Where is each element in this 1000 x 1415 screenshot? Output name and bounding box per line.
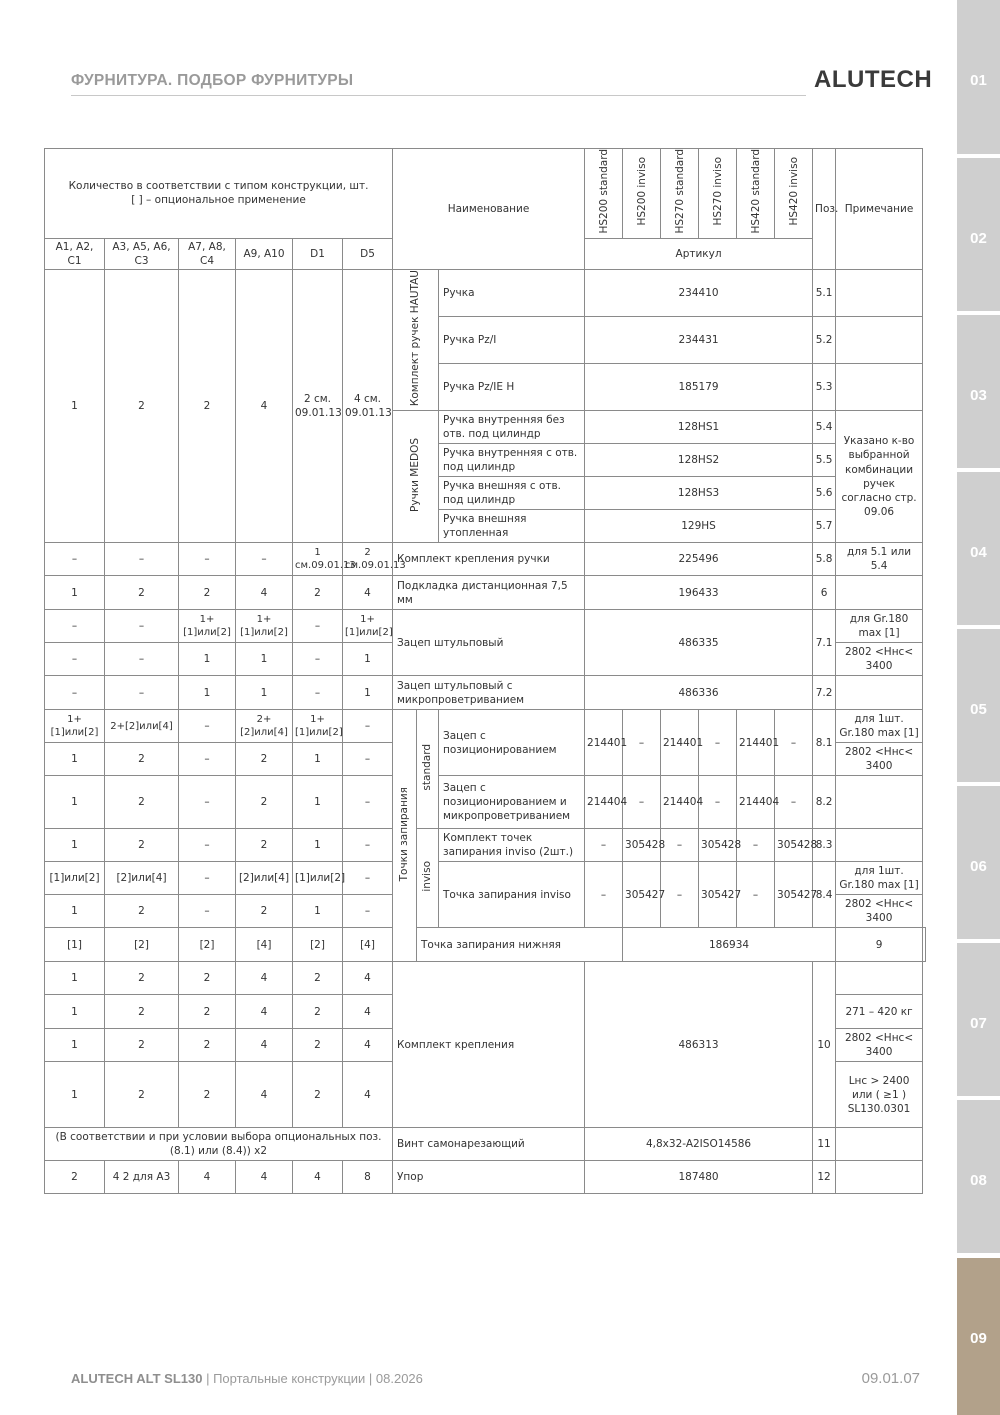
section-sidebar <box>957 0 1000 1415</box>
type-header-4: A9, A10 <box>236 238 293 269</box>
type-header-6: D5 <box>343 238 393 269</box>
group-locking-points: Точки запирания <box>393 710 417 962</box>
page-number: 09.01.07 <box>861 1370 920 1387</box>
group-standard: standard <box>417 710 439 829</box>
system-header-1: HS200 standard <box>585 149 623 239</box>
qty-header-cell <box>45 149 393 239</box>
header-divider <box>71 95 806 96</box>
article-header: Артикул <box>585 238 813 269</box>
type-header-5: D1 <box>293 238 343 269</box>
system-header-2: HS200 inviso <box>623 149 661 239</box>
section-tab-06[interactable]: 06 <box>957 786 1000 939</box>
table-row: Ручка Pz/I 234431 5.2 <box>45 317 926 364</box>
section-tab-01[interactable]: 01 <box>957 0 1000 154</box>
footer-product <box>71 1371 423 1386</box>
qty-header: Количество в соответствии с типом конструкции, шт. <box>68 180 369 193</box>
type-header-2: A3, A5, A6, C3 <box>105 238 179 269</box>
group-hautau: Комплект ручек HAUTAU <box>393 270 439 411</box>
table-row: 1+[1]или[2] 2+[2]или[4] – 2+[2]или[4] 1+[1]или[2] – Точки запирания standard Зацеп с позиционированием 214401 – 214401 – 214401 – 8.1 для 1шт. Gr.180 max [1] <box>45 710 926 743</box>
table-row: 1 2 2 4 2 4 Lнс > 2400 или ( ≥1 ) SL130.0301 <box>45 1062 926 1128</box>
section-tab-09-active[interactable]: 09 <box>957 1258 1000 1415</box>
section-tab-07[interactable]: 07 <box>957 943 1000 1096</box>
table-row: – – 1 1 – 1 Зацеп штульповый с микропроветриванием 486336 7.2 <box>45 676 926 710</box>
table-row: 1 2 2 4 2 см. 09.01.13 4 см. 09.01.13 Комплект ручек HAUTAU Ручка 234410 5.1 <box>45 270 926 317</box>
table-row: [1]или[2] [2]или[4] – [2]или[4] [1]или[2] – Точка запирания inviso – 305427 – 305427 – 305427 8.4 для 1шт. Gr.180 max [1] <box>45 862 926 895</box>
table-row: 1 2 – 2 1 – 2802 <Hнс< 3400 <box>45 743 926 776</box>
table-row: Ручки MEDOS Ручка внутренняя без отв. под цилиндр 128HS1 5.4 Указано к-во выбранной комбинации ручек согласно стр. 09.06 <box>45 411 926 444</box>
group-medos: Ручки MEDOS <box>393 411 439 543</box>
table-row: 1 2 – 2 1 – 2802 <Hнс< 3400 <box>45 895 926 928</box>
qty-subheader: [ ] – опциональное применение <box>131 194 306 207</box>
page-title: ФУРНИТУРА. ПОДБОР ФУРНИТУРЫ <box>71 72 354 89</box>
table-row: 1 2 2 4 2 4 2802 <Hнс< 3400 <box>45 1029 926 1062</box>
table-row: 1 2 – 2 1 – Зацеп с позиционированием и микропроветриванием 214404 – 214404 – 214404 – 8.2 <box>45 776 926 829</box>
table-row: [1] [2] [2] [4] [2] [4] Точка запирания нижняя 186934 9 <box>45 928 926 962</box>
section-tab-02[interactable]: 02 <box>957 158 1000 311</box>
table-row: Ручка внешняя с отв. под цилиндр 128HS3 5.6 <box>45 477 926 510</box>
system-header-3: HS270 standard <box>661 149 699 239</box>
footer-product-rest: | Портальные конструкции | 08.2026 <box>202 1371 423 1386</box>
section-tab-05[interactable]: 05 <box>957 629 1000 782</box>
type-header-1: A1, A2, C1 <box>45 238 105 269</box>
table-row: 2 4 2 для A3 4 4 4 8 Упор 187480 12 <box>45 1161 926 1194</box>
table-row: (В соответствии и при условии выбора опциональных поз. (8.1) или (8.4)) х2 Винт самонарезающий 4,8x32-A2ISO14586 11 <box>45 1128 926 1161</box>
pos-header: Поз. <box>813 149 836 270</box>
section-tab-08[interactable]: 08 <box>957 1100 1000 1253</box>
group-inviso: inviso <box>417 829 439 928</box>
type-header-3: A7, A8, C4 <box>179 238 236 269</box>
name-header: Наименование <box>393 149 585 270</box>
system-header-6: HS420 inviso <box>775 149 813 239</box>
table-row: – – 1+[1]или[2] 1+[1]или[2] – 1+[1]или[2] Зацеп штульповый 486335 7.1 для Gr.180 max [1] <box>45 610 926 643</box>
table-row: 1 2 2 4 2 4 271 – 420 кг <box>45 995 926 1029</box>
system-header-5: HS420 standard <box>737 149 775 239</box>
section-tab-03[interactable]: 03 <box>957 315 1000 468</box>
system-header-4: HS270 inviso <box>699 149 737 239</box>
hardware-spec-table <box>44 148 926 1194</box>
brand-logo: ALUTECH <box>814 66 933 93</box>
table-row: Ручка Pz/IE H 185179 5.3 <box>45 364 926 411</box>
handles-note: Указано к-во выбранной комбинации ручек согласно стр. 09.06 <box>836 411 923 543</box>
table-row: 1 2 2 4 2 4 Подкладка дистанционная 7,5 мм 196433 6 <box>45 576 926 610</box>
table-row: Ручка внутренняя с отв. под цилиндр 128HS2 5.5 <box>45 444 926 477</box>
table-row: 1 2 – 2 1 – inviso Комплект точек запирания inviso (2шт.) – 305428 – 305428 – 305428 8.3 <box>45 829 926 862</box>
section-tab-04[interactable]: 04 <box>957 472 1000 625</box>
table-row: 1 2 2 4 2 4 Комплект крепления 486313 10 <box>45 962 926 995</box>
table-row: Ручка внешняя утопленная 129HS 5.7 <box>45 510 926 543</box>
table-row: – – 1 1 – 1 2802 <Hнс< 3400 <box>45 643 926 676</box>
footer-product-name: ALUTECH ALT SL130 <box>71 1371 203 1386</box>
note-header: Примечание <box>836 149 923 270</box>
table-row: – – – – 1 см.09.01.13 2 см.09.01.13 Комплект крепления ручки 225496 5.8 для 5.1 или 5.4 <box>45 543 926 576</box>
